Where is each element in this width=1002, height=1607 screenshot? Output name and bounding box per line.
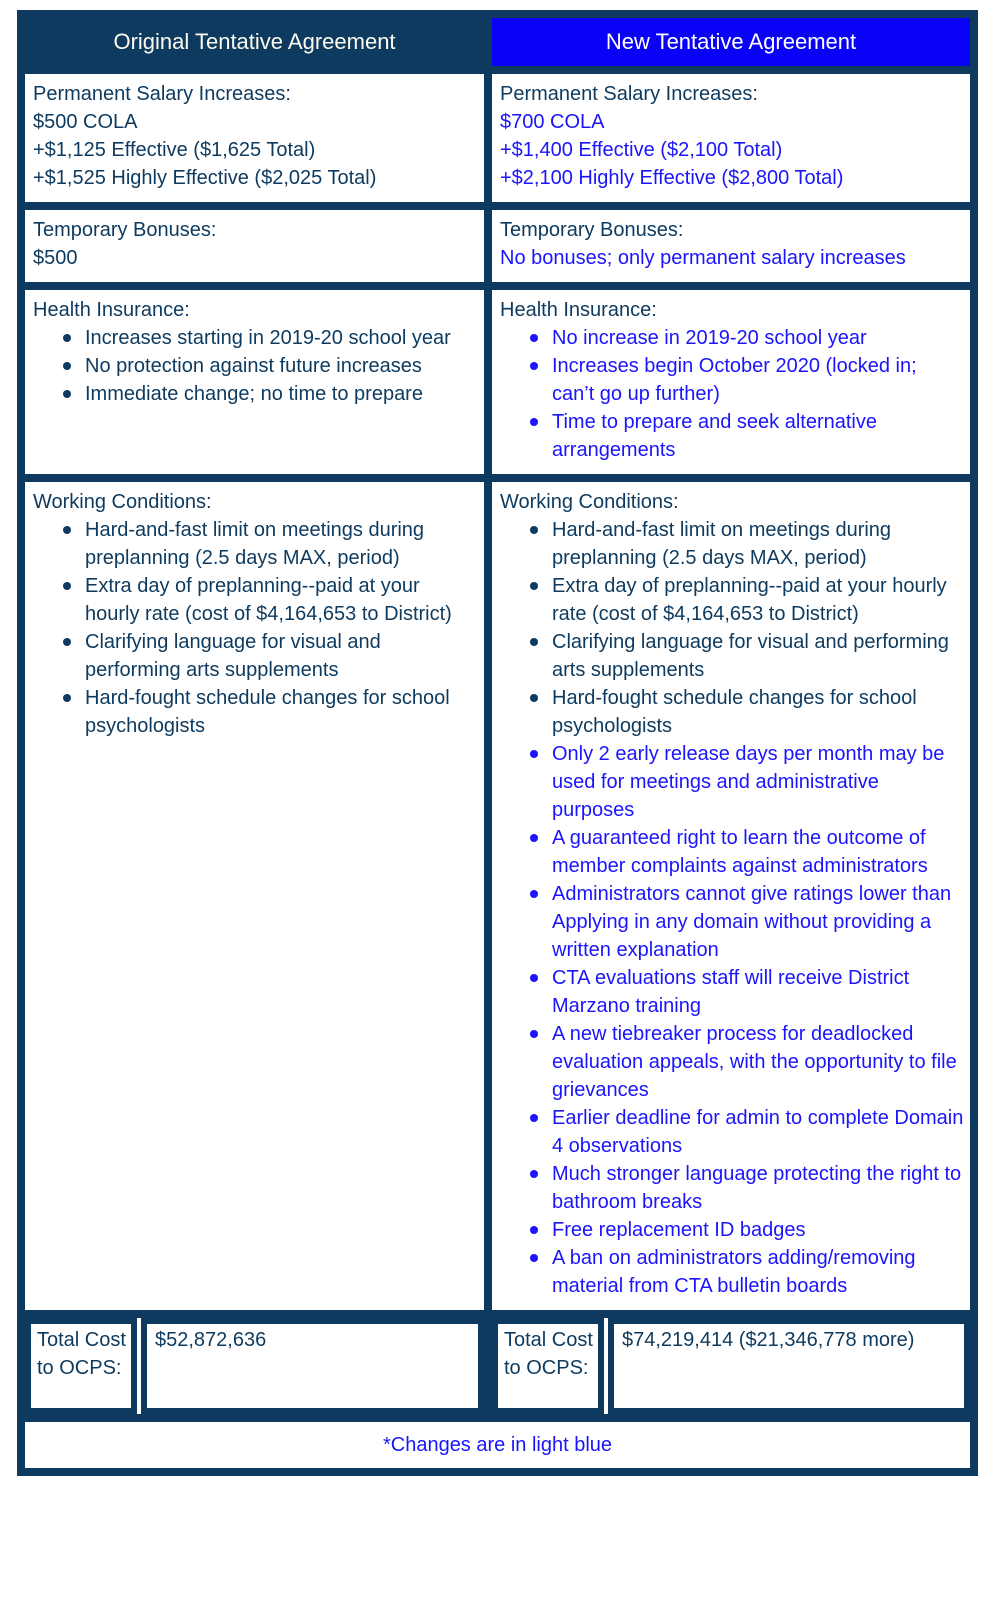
bullet-dot-icon <box>530 362 538 370</box>
bullet-text: Only 2 early release days per month may be used for meetings and administrative purposes <box>552 743 945 821</box>
bullet-dot-icon <box>530 582 538 590</box>
bullet-dot-icon <box>63 638 71 646</box>
bullet-text: Hard-fought schedule changes for school psychologists <box>85 687 450 737</box>
totals-cell-new <box>492 1318 970 1414</box>
total-cost-value-new: $74,219,414 ($21,346,778 more) <box>608 1318 970 1414</box>
total-cost-label-new: Total Cost to OCPS: <box>492 1318 604 1414</box>
totals-cell-original <box>25 1318 484 1414</box>
row-permanent-salary-increases-original-cell <box>25 74 484 202</box>
bullet-text: Administrators cannot give ratings lower than Applying in any domain without providing a written explanation <box>552 883 952 961</box>
cell-title: Health Insurance: <box>33 299 190 321</box>
bullet-dot-icon <box>530 834 538 842</box>
bullet-dot-icon <box>530 1030 538 1038</box>
cell-title: Health Insurance: <box>500 299 657 321</box>
header-original-tentative-agreement <box>25 18 484 66</box>
bullet-text: No increase in 2019-20 school year <box>552 327 867 349</box>
bullet-text: Hard-and-fast limit on meetings during preplanning (2.5 days MAX, period) <box>552 519 892 569</box>
bullet-dot-icon <box>530 334 538 342</box>
text-line: +$1,525 Highly Effective ($2,025 Total) <box>33 167 377 189</box>
bullet-item <box>500 408 964 464</box>
text-line: $500 COLA <box>33 111 138 133</box>
bullet-dot-icon <box>63 582 71 590</box>
bullet-text: Earlier deadline for admin to complete Domain 4 observations <box>552 1107 964 1157</box>
row-temporary-bonuses-new-cell <box>492 210 970 282</box>
text-line: $700 COLA <box>500 111 605 133</box>
bullet-text: Much stronger language protecting the right to bathroom breaks <box>552 1163 962 1213</box>
bullet-dot-icon <box>530 750 538 758</box>
comparison-table <box>17 10 978 1476</box>
bullet-text: A guaranteed right to learn the outcome of member complaints against administrators <box>552 827 928 877</box>
bullet-text: Increases begin October 2020 (locked in; can’t go up further) <box>552 355 917 405</box>
text-line: +$1,125 Effective ($1,625 Total) <box>33 139 316 161</box>
bullet-item <box>33 572 478 628</box>
bullet-dot-icon <box>530 418 538 426</box>
bullet-item <box>500 1160 964 1216</box>
bullet-item <box>33 324 478 352</box>
bullet-text: Hard-and-fast limit on meetings during preplanning (2.5 days MAX, period) <box>85 519 425 569</box>
bullet-item <box>500 964 964 1020</box>
bullet-item <box>500 1216 964 1244</box>
bullet-text: Increases starting in 2019-20 school year <box>85 327 451 349</box>
cell-title: Permanent Salary Increases: <box>33 83 291 105</box>
bullet-item <box>500 1104 964 1160</box>
total-cost-value-original: $52,872,636 <box>141 1318 484 1414</box>
bullet-text: Extra day of preplanning--paid at your hourly rate (cost of $4,164,653 to District) <box>85 575 452 625</box>
bullet-item <box>500 352 964 408</box>
bullet-item <box>500 628 964 684</box>
bullet-dot-icon <box>530 1254 538 1262</box>
bullet-dot-icon <box>530 890 538 898</box>
row-temporary-bonuses-original-cell <box>25 210 484 282</box>
bullet-item <box>33 628 478 684</box>
bullet-text: Extra day of preplanning--paid at your hourly rate (cost of $4,164,653 to District) <box>552 575 947 625</box>
total-cost-label-original: Total Cost to OCPS: <box>25 1318 137 1414</box>
text-line: +$2,100 Highly Effective ($2,800 Total) <box>500 167 844 189</box>
bullet-dot-icon <box>63 694 71 702</box>
row-working-conditions-new-cell <box>492 482 970 1310</box>
header-new-label: New Tentative Agreement <box>605 29 857 54</box>
bullet-item <box>33 380 478 408</box>
bullet-text: Immediate change; no time to prepare <box>85 383 423 405</box>
bullet-dot-icon <box>530 1114 538 1122</box>
bullet-dot-icon <box>530 974 538 982</box>
bullet-text: A new tiebreaker process for deadlocked evaluation appeals, with the opportunity to file grievances <box>552 1023 957 1101</box>
cell-title: Permanent Salary Increases: <box>500 83 758 105</box>
bullet-item <box>500 740 964 824</box>
bullet-item <box>500 1244 964 1300</box>
bullet-item <box>500 824 964 880</box>
bullet-text: Free replacement ID badges <box>552 1219 806 1241</box>
bullet-dot-icon <box>63 526 71 534</box>
text-line: No bonuses; only permanent salary increases <box>500 247 906 269</box>
cell-title: Working Conditions: <box>500 491 679 513</box>
bullet-item <box>33 516 478 572</box>
bullet-text: Hard-fought schedule changes for school psychologists <box>552 687 917 737</box>
bullet-dot-icon <box>63 390 71 398</box>
bullet-dot-icon <box>63 334 71 342</box>
bullet-dot-icon <box>63 362 71 370</box>
row-health-insurance-original-cell <box>25 290 484 474</box>
bullet-item <box>500 1020 964 1104</box>
bullet-text: Clarifying language for visual and performing arts supplements <box>552 631 949 681</box>
text-line: $500 <box>33 247 78 269</box>
bullet-item <box>33 352 478 380</box>
bullet-text: CTA evaluations staff will receive District Marzano training <box>552 967 910 1017</box>
footnote-changes-legend: *Changes are in light blue <box>25 1422 970 1468</box>
bullet-dot-icon <box>530 694 538 702</box>
cell-title: Temporary Bonuses: <box>500 219 684 241</box>
text-line: +$1,400 Effective ($2,100 Total) <box>500 139 783 161</box>
bullet-text: No protection against future increases <box>85 355 422 377</box>
bullet-item <box>33 684 478 740</box>
cell-title: Working Conditions: <box>33 491 212 513</box>
bullet-dot-icon <box>530 526 538 534</box>
bullet-text: Time to prepare and seek alternative arrangements <box>552 411 877 461</box>
bullet-dot-icon <box>530 638 538 646</box>
bullet-text: A ban on administrators adding/removing material from CTA bulletin boards <box>552 1247 916 1297</box>
row-health-insurance-new-cell <box>492 290 970 474</box>
bullet-item <box>500 572 964 628</box>
bullet-dot-icon <box>530 1170 538 1178</box>
header-original-label: Original Tentative Agreement <box>113 29 396 54</box>
bullet-item <box>500 684 964 740</box>
cell-title: Temporary Bonuses: <box>33 219 217 241</box>
header-new-tentative-agreement <box>492 18 970 66</box>
bullet-dot-icon <box>530 1226 538 1234</box>
row-working-conditions-original-cell <box>25 482 484 1310</box>
bullet-text: Clarifying language for visual and performing arts supplements <box>85 631 381 681</box>
bullet-item <box>500 880 964 964</box>
bullet-item <box>500 324 964 352</box>
row-permanent-salary-increases-new-cell <box>492 74 970 202</box>
bullet-item <box>500 516 964 572</box>
